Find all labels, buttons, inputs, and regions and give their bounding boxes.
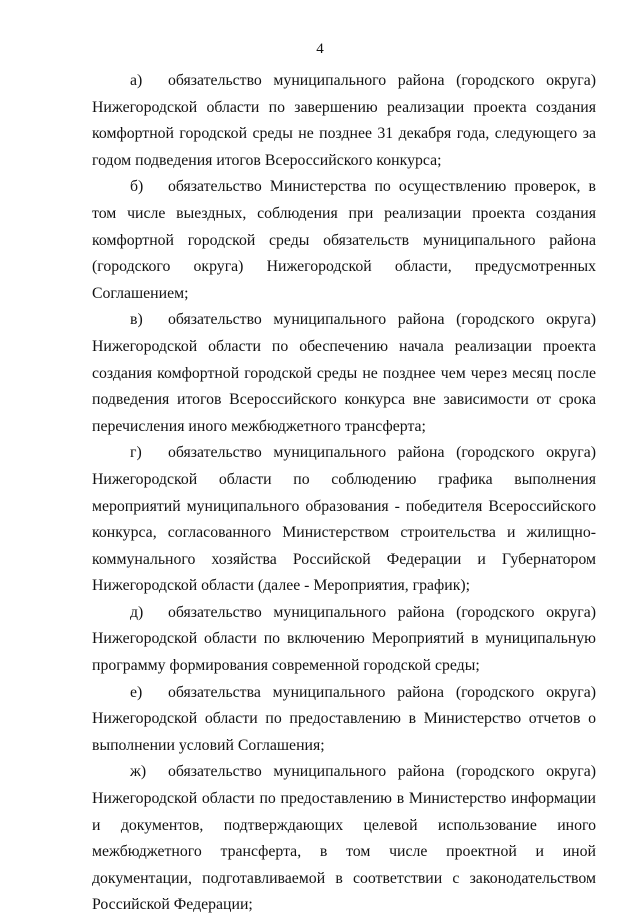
list-item-text: обязательство муниципального района (городского округа) Нижегородской области по соблюдению графика выполнения мероприятий муниципального образования - победителя Всероссийского конкурса, согласованного Министерством строительства и жилищно-коммунального хозяйства Российской Федерации и Губернатором Нижегородской области (далее - Мероприятия, график); — [92, 444, 596, 595]
list-item-text: обязательство муниципального района (городского округа) Нижегородской области по завершению реализации проекта создания комфортной городской среды не позднее 31 декабря года, следующего за годом подведения итогов Всероссийского конкурса; — [92, 72, 596, 169]
list-item — [92, 440, 596, 600]
list-item-text: обязательство Министерства по осуществлению проверок, в том числе выездных, соблюдения при реализации проекта создания комфортной городской среды обязательств муниципального района (городского округа) Нижегородской области, предусмотренных Соглашением; — [92, 178, 596, 302]
list-item — [92, 600, 596, 680]
list-item — [92, 174, 596, 307]
list-item-text: обязательства муниципального района (городского округа) Нижегородской области по предоставлению в Министерство отчетов о выполнении условий Соглашения; — [92, 683, 596, 754]
list-marker: е) — [130, 683, 143, 701]
list-item — [92, 759, 596, 919]
list-marker: д) — [130, 603, 144, 621]
list-item-text: обязательство муниципального района (городского округа) Нижегородской области по обеспечению начала реализации проекта создания комфортной городской среды не позднее чем через месяц после подведения итогов Всероссийского конкурса вне зависимости от срока перечисления иного межбюджетного трансферта; — [92, 311, 596, 435]
page-number: 4 — [316, 41, 324, 57]
list-item — [92, 68, 596, 174]
list-marker: б) — [130, 178, 144, 196]
list-item — [92, 680, 596, 760]
list-marker: в) — [130, 311, 143, 329]
list-item-text: обязательство муниципального района (городского округа) Нижегородской области по включению Мероприятий в муниципальную программу формирования современной городской среды; — [92, 603, 596, 675]
list-marker: ж) — [130, 763, 147, 781]
list-item-text: обязательство муниципального района (городского округа) Нижегородской области по предоставлению в Министерство информации и документов, подтверждающих целевой использование иного межбюджетного трансферта, в том числе проектной и иной документации, подготавливаемой в соответствии с законодательством Российской Федерации; — [92, 763, 596, 914]
document-body — [92, 68, 596, 919]
list-marker: а) — [130, 72, 143, 89]
list-marker: г) — [130, 444, 142, 462]
list-item — [92, 307, 596, 440]
